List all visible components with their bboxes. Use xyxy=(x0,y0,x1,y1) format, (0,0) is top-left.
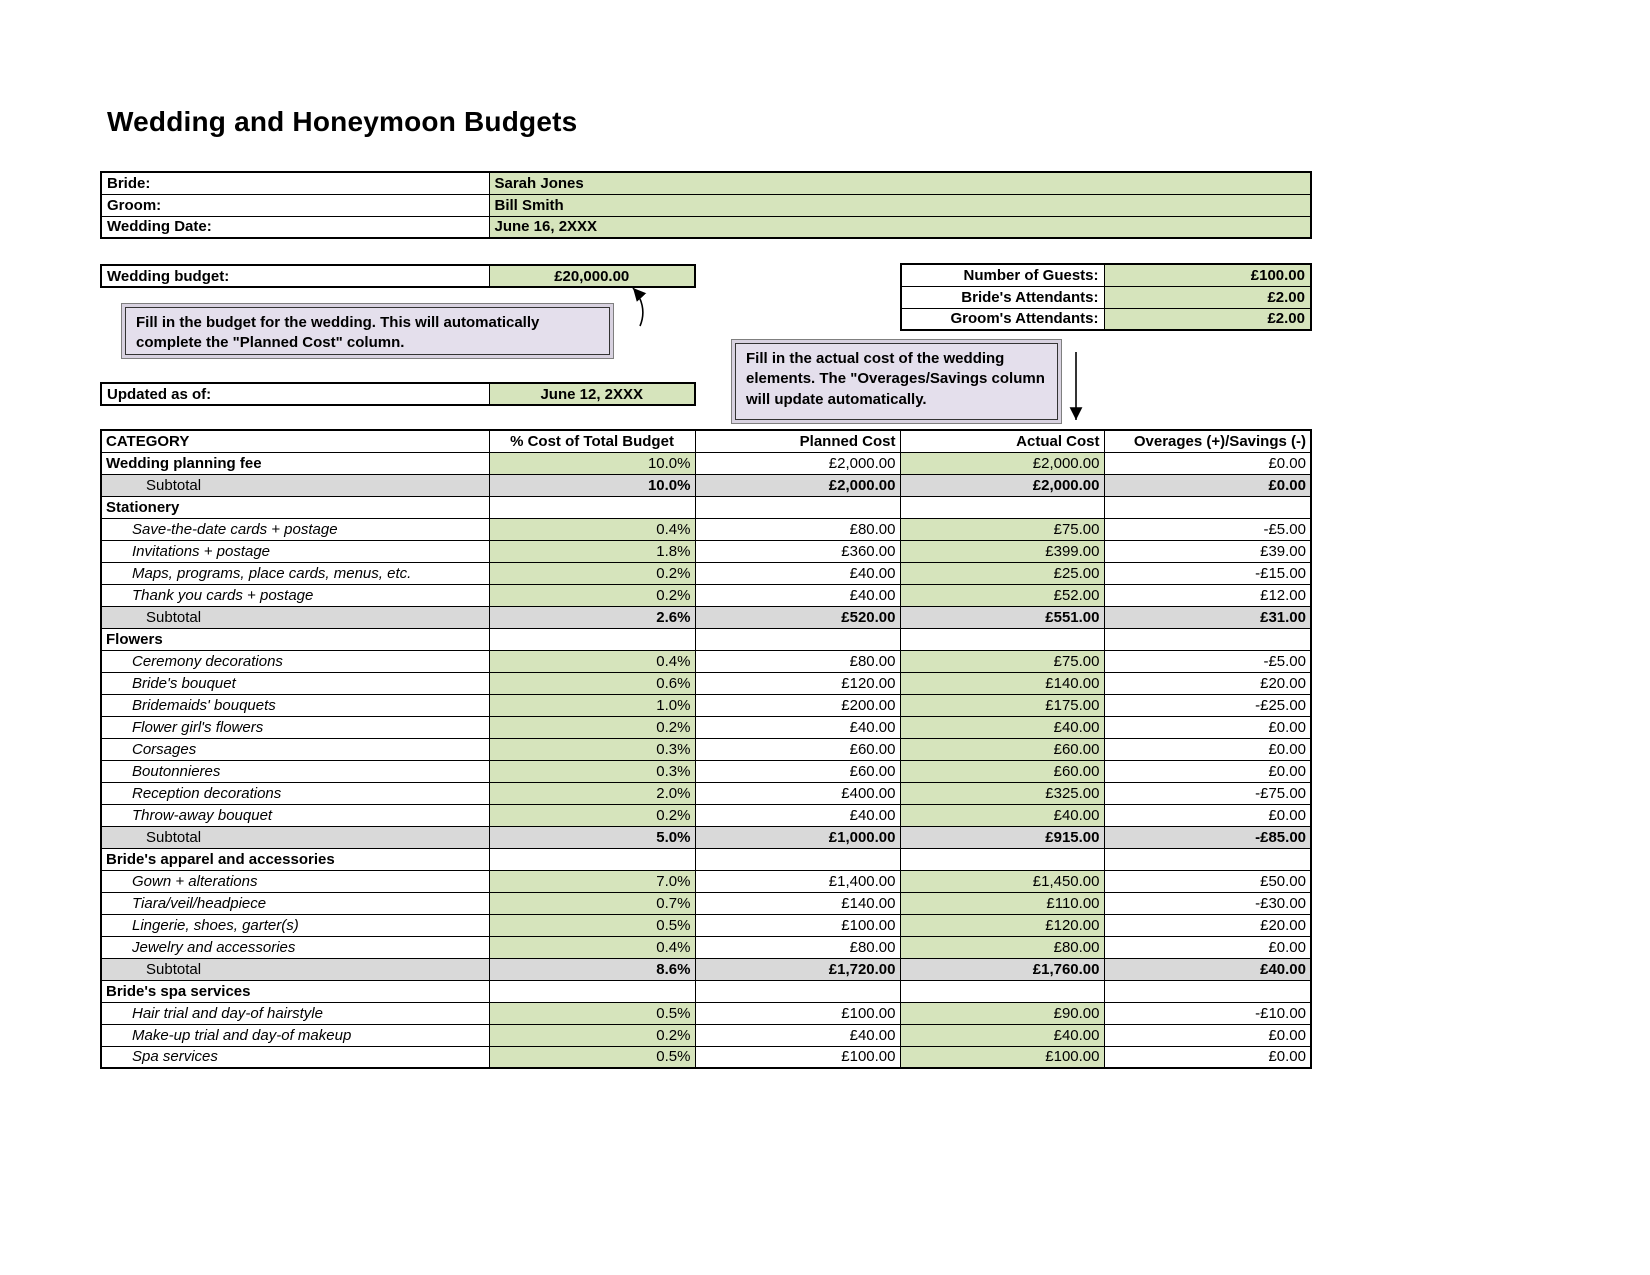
table-row xyxy=(101,584,1311,606)
pct-cell xyxy=(489,848,695,870)
category-cell: Flower girl's flowers xyxy=(101,716,489,738)
pct-cell: 2.6% xyxy=(489,606,695,628)
planned-cell xyxy=(695,496,900,518)
category-cell: Hair trial and day-of hairstyle xyxy=(101,1002,489,1024)
wedding-date-value-cell[interactable]: June 16, 2XXX xyxy=(489,216,1311,238)
category-cell: Thank you cards + postage xyxy=(101,584,489,606)
actual-cell[interactable]: £2,000.00 xyxy=(900,452,1104,474)
category-cell: Bride's apparel and accessories xyxy=(101,848,489,870)
overages-cell xyxy=(1104,980,1311,1002)
brides-attendants-label: Bride's Attendants: xyxy=(901,286,1104,308)
pct-cell[interactable]: 0.3% xyxy=(489,760,695,782)
overages-cell: -£5.00 xyxy=(1104,650,1311,672)
couple-info-table xyxy=(100,171,1312,239)
table-row xyxy=(101,760,1311,782)
table-row xyxy=(101,452,1311,474)
pct-cell: 10.0% xyxy=(489,474,695,496)
overages-cell: £20.00 xyxy=(1104,672,1311,694)
category-cell: Wedding planning fee xyxy=(101,452,489,474)
updated-as-of-row xyxy=(100,382,696,406)
actual-cost-callout: Fill in the actual cost of the wedding elements. The "Overages/Savings column will update automatically. xyxy=(735,343,1058,420)
planned-cell: £40.00 xyxy=(695,716,900,738)
table-row xyxy=(101,694,1311,716)
section-row xyxy=(101,980,1311,1002)
category-cell: Subtotal xyxy=(101,826,489,848)
table-row xyxy=(101,738,1311,760)
planned-cell: £40.00 xyxy=(695,1024,900,1046)
pct-cell[interactable]: 0.4% xyxy=(489,518,695,540)
overages-cell xyxy=(1104,848,1311,870)
planned-cell: £80.00 xyxy=(695,518,900,540)
category-cell: Ceremony decorations xyxy=(101,650,489,672)
groom-label: Groom: xyxy=(101,194,489,216)
actual-cell[interactable]: £52.00 xyxy=(900,584,1104,606)
subtotal-row xyxy=(101,606,1311,628)
table-row xyxy=(101,804,1311,826)
pct-cell[interactable]: 0.4% xyxy=(489,650,695,672)
brides-attendants-value-cell[interactable]: £2.00 xyxy=(1104,286,1311,308)
planned-cell: £80.00 xyxy=(695,936,900,958)
table-row xyxy=(101,782,1311,804)
number-of-guests-label: Number of Guests: xyxy=(901,264,1104,286)
actual-cell[interactable]: £40.00 xyxy=(900,1024,1104,1046)
pct-cell[interactable]: 1.8% xyxy=(489,540,695,562)
actual-cell xyxy=(900,848,1104,870)
planned-cell: £60.00 xyxy=(695,760,900,782)
table-row xyxy=(101,194,1311,216)
category-cell: Invitations + postage xyxy=(101,540,489,562)
overages-cell: £0.00 xyxy=(1104,474,1311,496)
planned-cell: £40.00 xyxy=(695,584,900,606)
actual-cell: £551.00 xyxy=(900,606,1104,628)
category-header: CATEGORY xyxy=(101,430,489,452)
category-cell: Gown + alterations xyxy=(101,870,489,892)
overages-cell: £0.00 xyxy=(1104,1024,1311,1046)
category-cell: Subtotal xyxy=(101,474,489,496)
table-row xyxy=(101,1046,1311,1068)
actual-cell: £915.00 xyxy=(900,826,1104,848)
table-row xyxy=(101,540,1311,562)
arrow-to-actual-column xyxy=(1066,350,1086,428)
category-cell: Flowers xyxy=(101,628,489,650)
planned-cost-header: Planned Cost xyxy=(695,430,900,452)
budget-table-body xyxy=(101,452,1311,1068)
pct-cell[interactable]: 0.2% xyxy=(489,804,695,826)
table-row xyxy=(101,172,1311,194)
overages-cell: £50.00 xyxy=(1104,870,1311,892)
category-cell: Maps, programs, place cards, menus, etc. xyxy=(101,562,489,584)
category-cell: Throw-away bouquet xyxy=(101,804,489,826)
actual-cell xyxy=(900,628,1104,650)
arrow-to-budget-cell xyxy=(616,284,652,328)
pct-cell[interactable]: 0.7% xyxy=(489,892,695,914)
pct-cell[interactable]: 0.6% xyxy=(489,672,695,694)
section-row xyxy=(101,628,1311,650)
category-cell: Stationery xyxy=(101,496,489,518)
category-cell: Subtotal xyxy=(101,606,489,628)
category-cell: Corsages xyxy=(101,738,489,760)
category-cell: Bride's spa services xyxy=(101,980,489,1002)
overages-cell: £20.00 xyxy=(1104,914,1311,936)
planned-cell: £40.00 xyxy=(695,804,900,826)
table-row xyxy=(101,870,1311,892)
table-row xyxy=(901,286,1311,308)
wedding-budget-value-cell[interactable]: £20,000.00 xyxy=(489,265,695,287)
grooms-attendants-value-cell[interactable]: £2.00 xyxy=(1104,308,1311,330)
actual-cost-header: Actual Cost xyxy=(900,430,1104,452)
pct-cell[interactable]: 0.2% xyxy=(489,562,695,584)
bride-label: Bride: xyxy=(101,172,489,194)
planned-cell: £120.00 xyxy=(695,672,900,694)
table-row xyxy=(901,308,1311,330)
groom-value-cell[interactable]: Bill Smith xyxy=(489,194,1311,216)
wedding-date-label: Wedding Date: xyxy=(101,216,489,238)
planned-cell: £100.00 xyxy=(695,1046,900,1068)
overages-cell: £0.00 xyxy=(1104,716,1311,738)
pct-cell[interactable]: 0.5% xyxy=(489,1002,695,1024)
updated-as-of-value-cell[interactable]: June 12, 2XXX xyxy=(489,383,695,405)
category-cell: Bridemaids' bouquets xyxy=(101,694,489,716)
table-row xyxy=(101,1024,1311,1046)
planned-cell: £400.00 xyxy=(695,782,900,804)
actual-cell[interactable]: £175.00 xyxy=(900,694,1104,716)
actual-cell[interactable]: £399.00 xyxy=(900,540,1104,562)
pct-cell xyxy=(489,496,695,518)
actual-cell[interactable]: £110.00 xyxy=(900,892,1104,914)
subtotal-row xyxy=(101,826,1311,848)
planned-cell: £1,000.00 xyxy=(695,826,900,848)
section-row xyxy=(101,848,1311,870)
overages-cell: -£15.00 xyxy=(1104,562,1311,584)
overages-cell: -£85.00 xyxy=(1104,826,1311,848)
actual-cell[interactable]: £325.00 xyxy=(900,782,1104,804)
overages-cell: £0.00 xyxy=(1104,452,1311,474)
pct-cell xyxy=(489,628,695,650)
planned-cell: £140.00 xyxy=(695,892,900,914)
category-cell: Tiara/veil/headpiece xyxy=(101,892,489,914)
pct-cell[interactable]: 0.4% xyxy=(489,936,695,958)
overages-savings-header: Overages (+)/Savings (-) xyxy=(1104,430,1311,452)
actual-cell[interactable]: £120.00 xyxy=(900,914,1104,936)
planned-cell xyxy=(695,848,900,870)
actual-cell[interactable]: £40.00 xyxy=(900,804,1104,826)
category-cell: Boutonnieres xyxy=(101,760,489,782)
pct-cell[interactable]: 1.0% xyxy=(489,694,695,716)
overages-cell: £31.00 xyxy=(1104,606,1311,628)
planned-cell: £80.00 xyxy=(695,650,900,672)
actual-cell[interactable]: £100.00 xyxy=(900,1046,1104,1068)
pct-cell[interactable]: 10.0% xyxy=(489,452,695,474)
actual-cell: £2,000.00 xyxy=(900,474,1104,496)
category-cell: Subtotal xyxy=(101,958,489,980)
planned-cell: £1,720.00 xyxy=(695,958,900,980)
planned-cell: £360.00 xyxy=(695,540,900,562)
category-cell: Spa services xyxy=(101,1046,489,1068)
overages-cell: £0.00 xyxy=(1104,804,1311,826)
pct-cell: 5.0% xyxy=(489,826,695,848)
pct-cell: 8.6% xyxy=(489,958,695,980)
table-row xyxy=(101,1002,1311,1024)
grooms-attendants-label: Groom's Attendants: xyxy=(901,308,1104,330)
overages-cell xyxy=(1104,628,1311,650)
pct-cell[interactable]: 7.0% xyxy=(489,870,695,892)
planned-cell: £40.00 xyxy=(695,562,900,584)
actual-cell xyxy=(900,496,1104,518)
overages-cell: £0.00 xyxy=(1104,738,1311,760)
actual-cell[interactable]: £40.00 xyxy=(900,716,1104,738)
subtotal-row xyxy=(101,474,1311,496)
pct-cell[interactable]: 0.2% xyxy=(489,584,695,606)
actual-cell[interactable]: £60.00 xyxy=(900,738,1104,760)
table-row xyxy=(101,716,1311,738)
overages-cell: £12.00 xyxy=(1104,584,1311,606)
planned-cell: £100.00 xyxy=(695,914,900,936)
actual-cell xyxy=(900,980,1104,1002)
planned-cell: £200.00 xyxy=(695,694,900,716)
table-row xyxy=(101,914,1311,936)
category-cell: Bride's bouquet xyxy=(101,672,489,694)
pct-cell[interactable]: 0.5% xyxy=(489,1046,695,1068)
table-row xyxy=(901,264,1311,286)
page-title: Wedding and Honeymoon Budgets xyxy=(107,106,578,137)
overages-cell: £39.00 xyxy=(1104,540,1311,562)
updated-as-of-label: Updated as of: xyxy=(101,383,489,405)
budget-table xyxy=(100,429,1312,1069)
category-cell: Lingerie, shoes, garter(s) xyxy=(101,914,489,936)
actual-cell[interactable]: £1,450.00 xyxy=(900,870,1104,892)
actual-cell: £1,760.00 xyxy=(900,958,1104,980)
pct-cell[interactable]: 2.0% xyxy=(489,782,695,804)
pct-cell[interactable]: 0.2% xyxy=(489,716,695,738)
actual-cell[interactable]: £75.00 xyxy=(900,518,1104,540)
actual-cell[interactable]: £60.00 xyxy=(900,760,1104,782)
overages-cell: £0.00 xyxy=(1104,760,1311,782)
table-row xyxy=(101,650,1311,672)
category-cell: Reception decorations xyxy=(101,782,489,804)
table-header-row xyxy=(101,430,1311,452)
overages-cell: £0.00 xyxy=(1104,1046,1311,1068)
planned-cell: £60.00 xyxy=(695,738,900,760)
table-row xyxy=(101,265,695,287)
planned-cell: £1,400.00 xyxy=(695,870,900,892)
overages-cell: -£30.00 xyxy=(1104,892,1311,914)
pct-cell[interactable]: 0.3% xyxy=(489,738,695,760)
overages-cell: -£25.00 xyxy=(1104,694,1311,716)
guests-table xyxy=(900,263,1312,331)
category-cell: Jewelry and accessories xyxy=(101,936,489,958)
category-cell: Save-the-date cards + postage xyxy=(101,518,489,540)
table-row xyxy=(101,892,1311,914)
pct-cell[interactable]: 0.5% xyxy=(489,914,695,936)
budget-callout: Fill in the budget for the wedding. This will automatically complete the "Planned Cost" column. xyxy=(125,307,610,355)
actual-cell[interactable]: £25.00 xyxy=(900,562,1104,584)
overages-cell: £0.00 xyxy=(1104,936,1311,958)
category-cell: Make-up trial and day-of makeup xyxy=(101,1024,489,1046)
planned-cell: £520.00 xyxy=(695,606,900,628)
wedding-budget-row xyxy=(100,264,696,288)
subtotal-row xyxy=(101,958,1311,980)
planned-cell: £100.00 xyxy=(695,1002,900,1024)
table-row xyxy=(101,936,1311,958)
table-row xyxy=(101,672,1311,694)
section-row xyxy=(101,496,1311,518)
actual-cell[interactable]: £75.00 xyxy=(900,650,1104,672)
wedding-budget-label: Wedding budget: xyxy=(101,265,489,287)
actual-cell[interactable]: £80.00 xyxy=(900,936,1104,958)
overages-cell: £40.00 xyxy=(1104,958,1311,980)
table-row xyxy=(101,562,1311,584)
number-of-guests-value-cell[interactable]: £100.00 xyxy=(1104,264,1311,286)
actual-cell[interactable]: £90.00 xyxy=(900,1002,1104,1024)
pct-cell xyxy=(489,980,695,1002)
planned-cell xyxy=(695,980,900,1002)
table-row xyxy=(101,216,1311,238)
pct-of-budget-header: % Cost of Total Budget xyxy=(489,430,695,452)
table-row xyxy=(101,383,695,405)
planned-cell: £2,000.00 xyxy=(695,452,900,474)
overages-cell: -£5.00 xyxy=(1104,518,1311,540)
bride-value-cell[interactable]: Sarah Jones xyxy=(489,172,1311,194)
overages-cell: -£75.00 xyxy=(1104,782,1311,804)
planned-cell: £2,000.00 xyxy=(695,474,900,496)
overages-cell: -£10.00 xyxy=(1104,1002,1311,1024)
actual-cell[interactable]: £140.00 xyxy=(900,672,1104,694)
overages-cell xyxy=(1104,496,1311,518)
table-row xyxy=(101,518,1311,540)
planned-cell xyxy=(695,628,900,650)
pct-cell[interactable]: 0.2% xyxy=(489,1024,695,1046)
